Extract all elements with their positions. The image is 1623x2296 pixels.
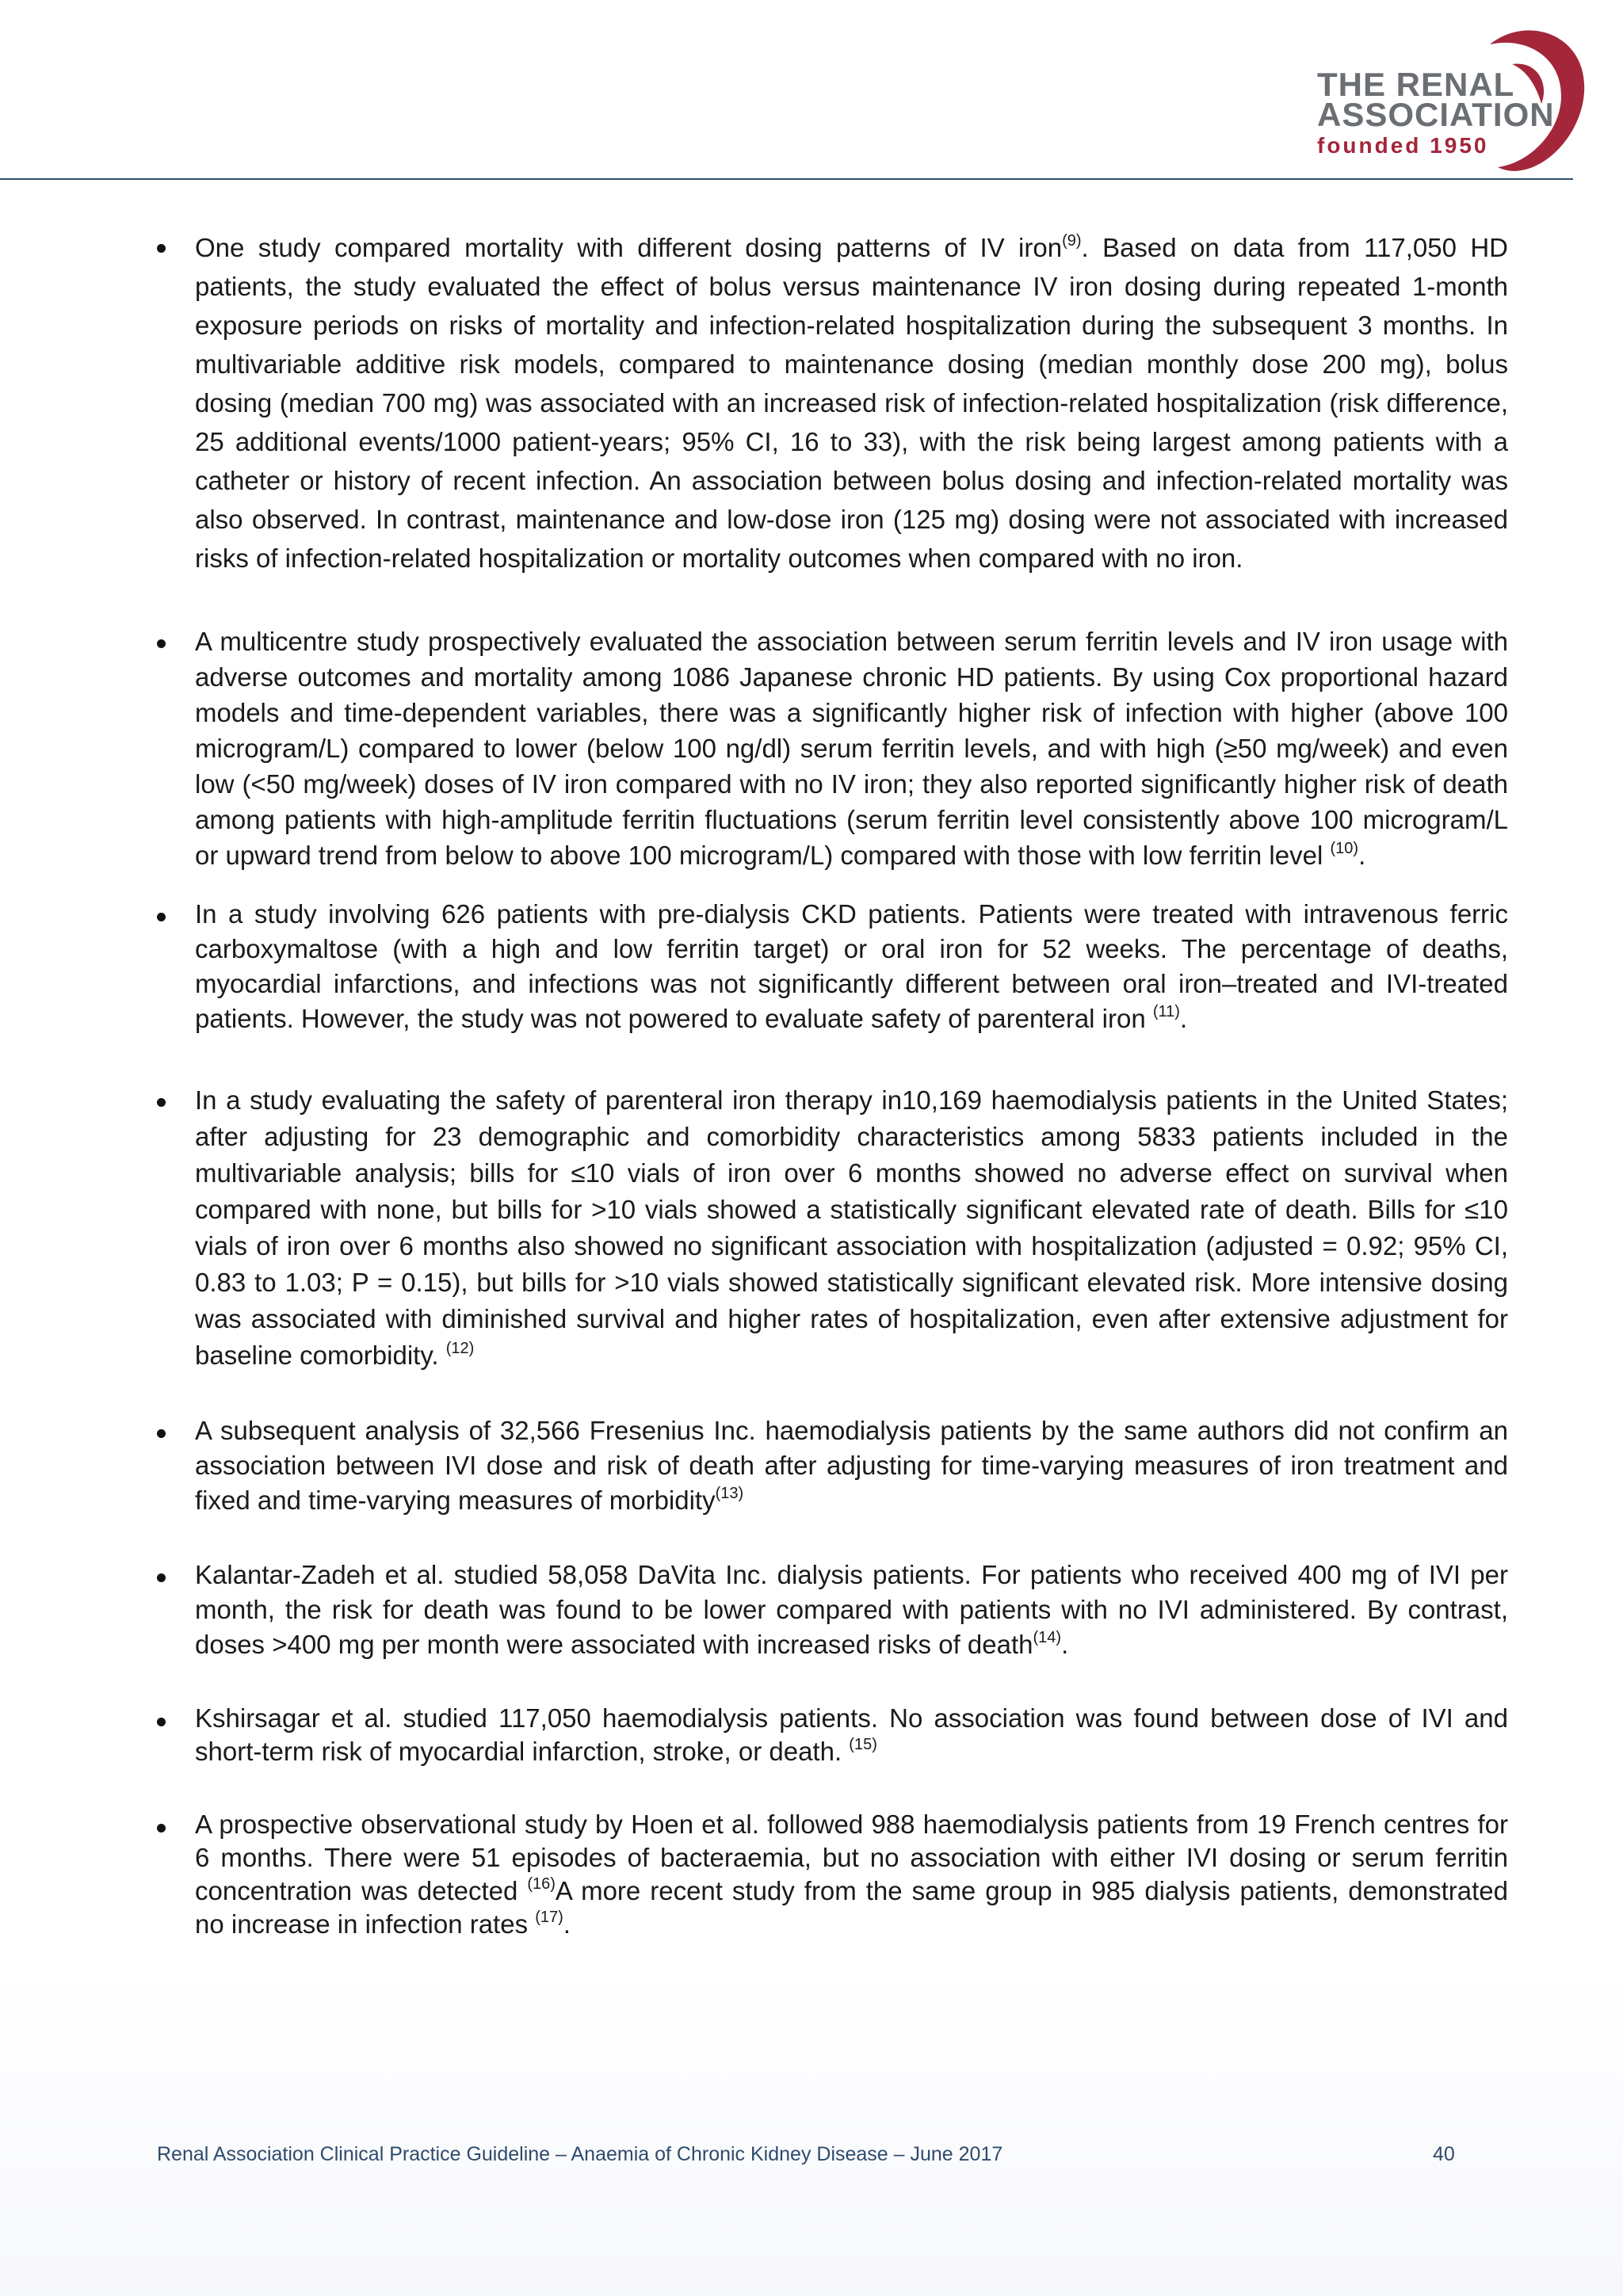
reference-marker: (12) <box>445 1340 475 1357</box>
reference-marker: (14) <box>1033 1629 1062 1646</box>
reference-marker: (15) <box>849 1736 877 1753</box>
list-item-text: A multicentre study prospectively evaluated the association between serum ferritin levels and IV iron usage with adverse outcomes and mortality among 1086 Japanese chronic HD patients. By using Cox proportional hazard models and time-dependent variables, there was a significantly higher risk of infection with higher (above 100 microgram/L) compared to lower (below 100 ng/dl) serum ferritin levels, and with high (≥50 mg/week) and even low (<50 mg/week) doses of IV iron compared with no IV iron; they also reported significantly higher risk of death among patients with high-amplitude ferritin fluctuations (serum ferritin level consistently above 100 microgram/L or upward trend from below to above 100 microgram/L) compared with those with low ferritin level <box>195 627 1508 870</box>
page-background-tint <box>0 1965 1623 2296</box>
reference-marker: (16) <box>527 1875 556 1893</box>
reference-marker: (17) <box>535 1909 563 1926</box>
list-item-text: A subsequent analysis of 32,566 Fresenius Inc. haemodialysis patients by the same authors did not confirm an association between IVI dose and risk of death after adjusting for time-varying measures of iron treatment and fixed and time-varying measures of morbidity <box>195 1416 1508 1515</box>
list-item-text: One study compared mortality with different dosing patterns of IV iron <box>195 233 1063 262</box>
logo-text-the-renal: THE RENAL <box>1317 66 1515 103</box>
list-item-text: . <box>1179 1004 1188 1033</box>
list-item-text: . <box>1358 841 1366 870</box>
list-item-text: A more recent study from the same group in 985 dialysis patients, demonstrated no increase in infection rates <box>195 1876 1508 1939</box>
logo-text-founded: founded 1950 <box>1317 133 1489 158</box>
list-item <box>157 897 1508 1036</box>
list-item <box>157 1702 1508 1768</box>
reference-marker: (10) <box>1330 840 1359 857</box>
list-item <box>157 1413 1508 1518</box>
list-item-text: . Based on data from 117,050 HD patients, the study evaluated the effect of bolus versus maintenance IV iron dosing during repeated 1-month exposure periods on risks of mortality and infection-related hospitalization during the subsequent 3 months. In multivariable additive risk models, compared to maintenance dosing (median monthly dose 200 mg), bolus dosing (median 700 mg) was associated with an increased risk of infection-related hospitalization (risk difference, 25 additional events/1000 patient-years; 95% CI, 16 to 33), with the risk being largest among patients with a catheter or history of recent infection. An association between bolus dosing and infection-related mortality was also observed. In contrast, maintenance and low-dose iron (125 mg) dosing were not associated with increased risks of infection-related hospitalization or mortality outcomes when compared with no iron. <box>195 233 1508 573</box>
list-item-text: Kshirsagar et al. studied 117,050 haemodialysis patients. No association was found between dose of IVI and short-term risk of myocardial infarction, stroke, or death. <box>195 1703 1508 1766</box>
list-item <box>157 1558 1508 1662</box>
reference-marker: (11) <box>1152 1003 1180 1020</box>
logo-text-association: ASSOCIATION <box>1317 96 1555 133</box>
list-item-text: Kalantar-Zadeh et al. studied 58,058 DaVita Inc. dialysis patients. For patients who received 400 mg of IVI per month, the risk for death was found to be lower compared with patients with no IVI administered. By contrast, doses >400 mg per month were associated with increased risks of death <box>195 1560 1508 1659</box>
reference-marker: (9) <box>1062 232 1082 250</box>
list-item-text: In a study involving 626 patients with pre-dialysis CKD patients. Patients were treated with intravenous ferric carboxymaltose (with a high and low ferritin target) or oral iron for 52 weeks. The percentage of deaths, myocardial infarctions, and infections was not significantly different between oral iron–treated and IVI-treated patients. However, the study was not powered to evaluate safety of parenteral iron <box>195 899 1508 1033</box>
list-item-text: A prospective observational study by Hoen et al. followed 988 haemodialysis patients from 19 French centres for 6 months. There were 51 episodes of bacteraemia, but no association with either IVI dosing or serum ferritin concentration was detected <box>195 1810 1508 1905</box>
list-item <box>157 624 1508 873</box>
header-divider <box>0 178 1573 180</box>
list-item-text: In a study evaluating the safety of parenteral iron therapy in10,169 haemodialysis patients in the United States; after adjusting for 23 demographic and comorbidity characteristics among 5833 patients included in the multivariable analysis; bills for ≤10 vials of iron over 6 months showed no adverse effect on survival when compared with none, but bills for >10 vials showed a statistically significant elevated rate of death. Bills for ≤10 vials of iron over 6 months also showed no significant association with hospitalization (adjusted = 0.92; 95% CI, 0.83 to 1.03; P = 0.15), but bills for >10 vials showed statistically significant elevated risk. More intensive dosing was associated with diminished survival and higher rates of hospitalization, even after extensive adjustment for baseline comorbidity. <box>195 1085 1508 1370</box>
page-number: 40 <box>1433 2143 1455 2165</box>
reference-marker: (13) <box>715 1485 744 1502</box>
list-item-text: . <box>563 1909 571 1939</box>
list-item-text: . <box>1061 1630 1069 1659</box>
list-item <box>157 1808 1508 1941</box>
list-item <box>157 228 1508 578</box>
footer-title: Renal Association Clinical Practice Guideline – Anaemia of Chronic Kidney Disease – June 2017 <box>157 2143 1003 2165</box>
list-item <box>157 1082 1508 1374</box>
document-body <box>157 228 1508 1941</box>
